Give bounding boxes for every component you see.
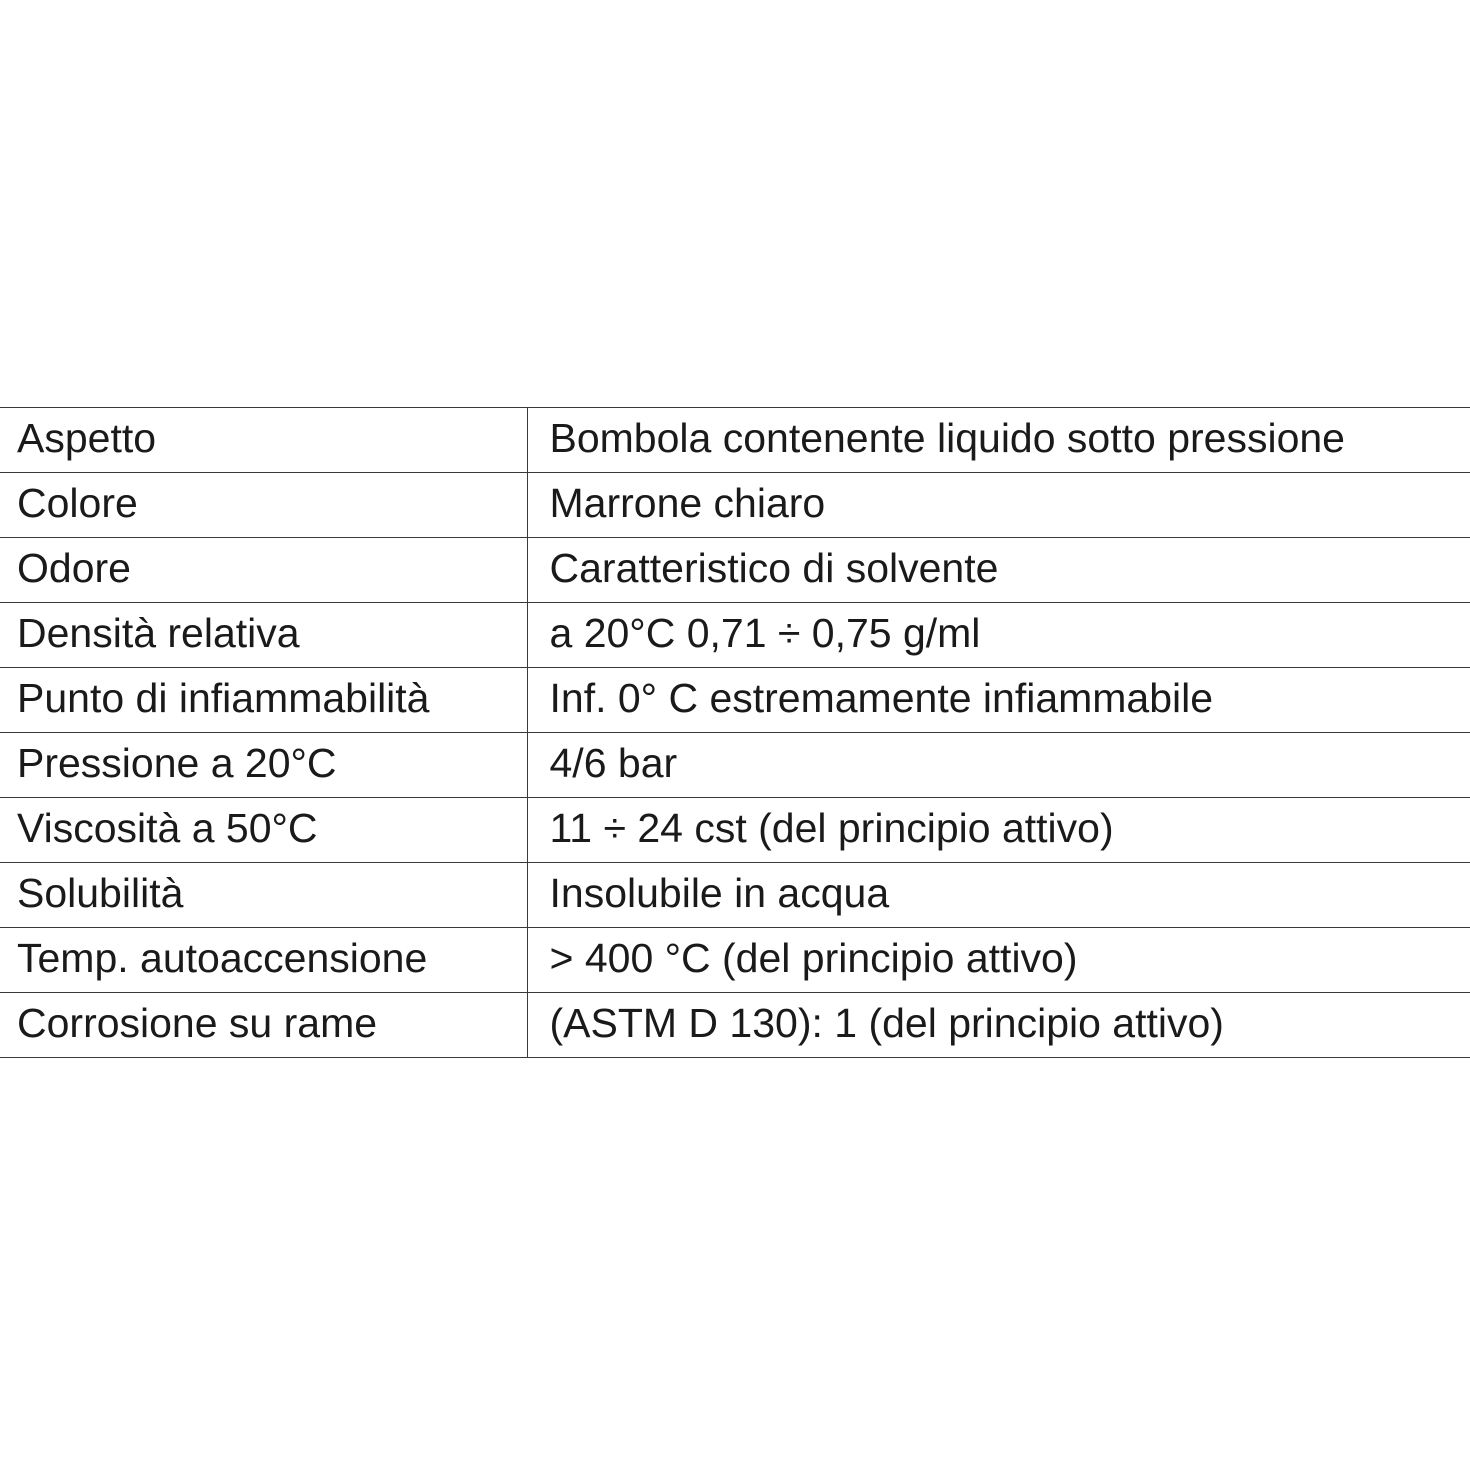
property-value: Insolubile in acqua: [527, 863, 1470, 928]
table-row: [0, 473, 1470, 538]
property-label: Densità relativa: [0, 603, 527, 668]
properties-table: [0, 407, 1470, 1058]
property-label: Temp. autoaccensione: [0, 928, 527, 993]
table-row: [0, 993, 1470, 1058]
property-label: Viscosità a 50°C: [0, 798, 527, 863]
table-row: [0, 538, 1470, 603]
property-label: Pressione a 20°C: [0, 733, 527, 798]
table-row: [0, 603, 1470, 668]
property-value: Caratteristico di solvente: [527, 538, 1470, 603]
property-label: Solubilità: [0, 863, 527, 928]
table-row: [0, 863, 1470, 928]
property-label: Colore: [0, 473, 527, 538]
property-label: Aspetto: [0, 408, 527, 473]
property-value: > 400 °C (del principio attivo): [527, 928, 1470, 993]
property-label: Punto di infiammabilità: [0, 668, 527, 733]
table-row: [0, 408, 1470, 473]
property-label: Corrosione su rame: [0, 993, 527, 1058]
table-row: [0, 733, 1470, 798]
property-value: 4/6 bar: [527, 733, 1470, 798]
property-value: Bombola contenente liquido sotto pressione: [527, 408, 1470, 473]
property-value: Marrone chiaro: [527, 473, 1470, 538]
property-value: Inf. 0° C estremamente infiammabile: [527, 668, 1470, 733]
property-value: (ASTM D 130): 1 (del principio attivo): [527, 993, 1470, 1058]
table-row: [0, 668, 1470, 733]
property-value: 11 ÷ 24 cst (del principio attivo): [527, 798, 1470, 863]
property-label: Odore: [0, 538, 527, 603]
property-value: a 20°C 0,71 ÷ 0,75 g/ml: [527, 603, 1470, 668]
properties-sheet: [0, 407, 1470, 1058]
table-row: [0, 928, 1470, 993]
table-row: [0, 798, 1470, 863]
